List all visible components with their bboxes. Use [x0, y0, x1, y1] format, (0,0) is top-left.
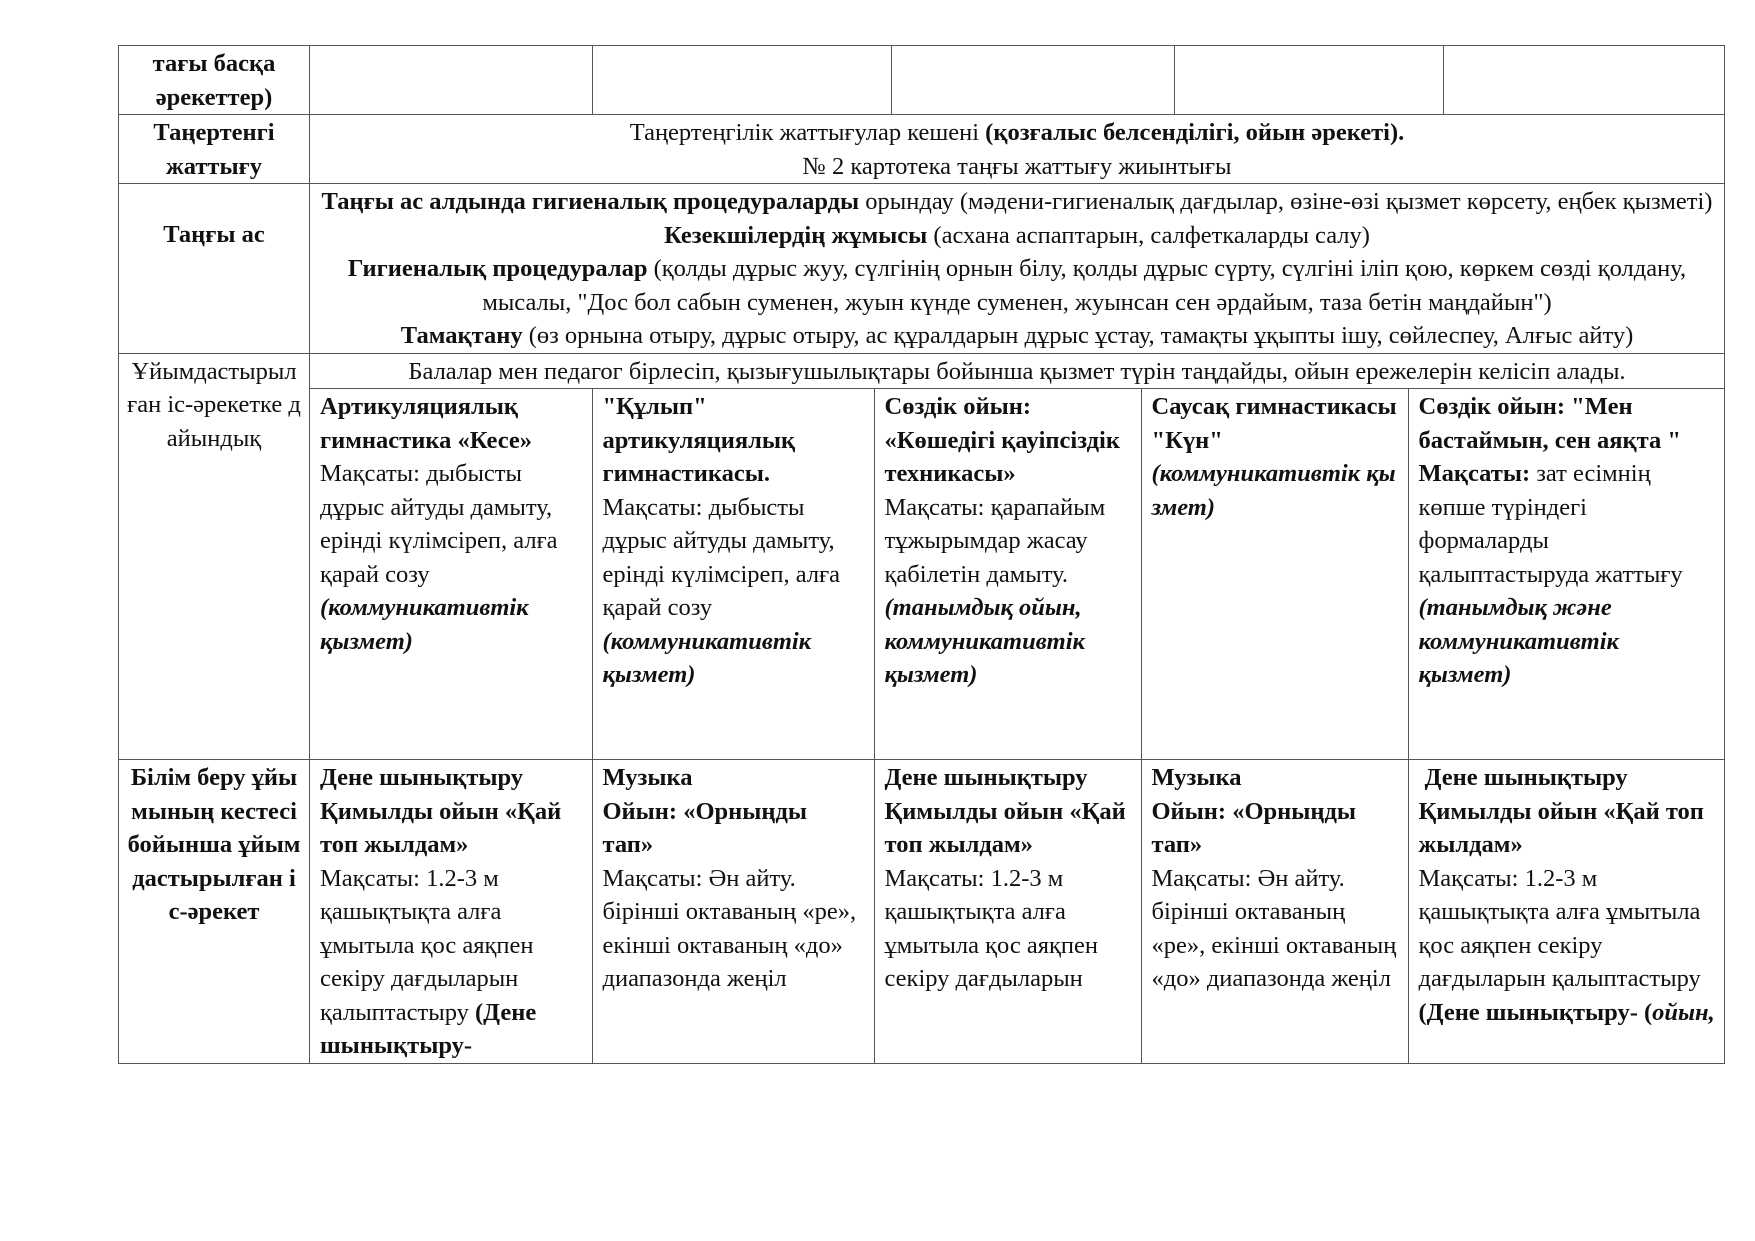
row-preparation	[119, 353, 1725, 760]
row-label-schedule: Білім беру ұйымының кестесі бойынша ұйымдастырылған іс-әрекет	[119, 760, 310, 1064]
schedule-cell-5	[1408, 760, 1725, 1063]
activity-title: Сөздік ойын: "Мен бастаймын, сен аяқта "	[1418, 393, 1681, 454]
preparation-cell-1	[310, 389, 592, 759]
empty-cell	[1444, 46, 1725, 115]
row-label-other-activities: тағы басқа әрекеттер)	[119, 46, 310, 115]
schedule-activities-table	[310, 760, 1725, 1063]
empty-cell	[1175, 46, 1444, 115]
activity-goal: Мақсаты: 1.2-3 м қашықтықта алға ұмытыла қос аяқпен секіру дағдыларын қалыптастыру	[320, 864, 534, 1026]
preparation-cell-5	[1408, 389, 1725, 759]
breakfast-content	[310, 184, 1725, 354]
activity-goal: Мақсаты: Ән айту. бірінші октаваның «ре», екінші октаваның «до» диапазонда жеңіл	[1151, 864, 1397, 992]
activity-type: (танымдық және коммуникативтік қызмет)	[1418, 594, 1619, 688]
activity-goal: Мақсаты: дыбысты дұрыс айтуды дамыту, ерінді күлімсіреп, алға қарай созу	[320, 460, 558, 588]
activity-type: (коммуникативтік қызмет)	[1151, 460, 1396, 521]
breakfast-hygiene-paragraph: Таңғы ас алдында гигиеналық процедураларды орындау (мәдени-гигиеналық дағдылар, өзіне-өзі қызмет көрсету, еңбек қызметі)	[321, 188, 1713, 215]
preparation-content	[310, 353, 1725, 760]
row-morning-exercise	[119, 115, 1725, 184]
schedule-cell-4	[1141, 760, 1408, 1063]
activity-goal: Мақсаты: қарапайым тұжырымдар жасау қабілетін дамыту.	[884, 493, 1106, 588]
game-title: Ойын: «Орныңды тап»	[602, 797, 808, 858]
activity-goal: Мақсаты: зат есімнің көпше түріндегі формаларды қалыптастыруда жаттығу	[1418, 460, 1683, 588]
schedule-document-page	[118, 45, 1724, 1064]
activity-goal: Мақсаты: дыбысты дұрыс айтуды дамыту, ерінді күлімсіреп, алға қарай созу	[602, 493, 841, 621]
activity-goal: Мақсаты: 1.2-3 м қашықтықта алға ұмытыла қос аяқпен секіру дағдыларын	[884, 864, 1099, 992]
game-title: Ойын: «Орныңды тап»	[1151, 797, 1357, 858]
activity-title: Артикуляциялық гимнастика «Кесе»	[320, 393, 532, 454]
activity-title: "Құлып" артикуляциялық гимнастикасы.	[602, 393, 796, 487]
activity-type: (коммуникативтік қызмет)	[320, 594, 529, 655]
subject-title: Музыка	[602, 764, 693, 791]
preparation-cell-4	[1141, 389, 1408, 759]
preparation-activities-table	[310, 389, 1725, 759]
row-label-preparation: Ұйымдастырылған іс-әрекетке дайындық	[119, 353, 310, 760]
empty-cell	[310, 46, 593, 115]
activity-goal: Мақсаты: Ән айту. бірінші октаваның «ре», екінші октаваның «до» диапазонда жеңіл	[602, 864, 857, 992]
activity-type: (Дене шынықтыру-	[320, 998, 537, 1059]
row-breakfast	[119, 184, 1725, 354]
subject-title: Дене шынықтыру	[320, 764, 524, 791]
preparation-cell-2	[592, 389, 874, 759]
schedule-content	[310, 760, 1725, 1064]
schedule-cell-2	[592, 760, 874, 1063]
activity-type: (коммуникативтік қызмет)	[602, 627, 812, 688]
row-label-morning-exercise: Таңертенгі жаттығу	[119, 115, 310, 184]
subject-title: Дене шынықтыру	[1418, 764, 1628, 791]
game-title: Қимылды ойын «Қай топ жылдам»	[884, 797, 1126, 858]
schedule-cell-3	[874, 760, 1141, 1063]
activity-title: Саусақ гимнастикасы "Күн"	[1151, 393, 1397, 454]
preparation-intro: Балалар мен педагог бірлесіп, қызығушылықтары бойынша қызмет түрін таңдайды, ойын ережелерін келісіп алады.	[310, 354, 1724, 390]
game-title: Қимылды ойын «Қай топ жылдам»	[1418, 797, 1704, 858]
preparation-activities-row	[310, 389, 1725, 759]
breakfast-eating-paragraph: Тамақтану (өз орнына отыру, дұрыс отыру, ас құралдарын дұрыс ұстау, тамақты ұқыпты ішу, сөйлеспеу, Алғыс айту)	[400, 322, 1634, 349]
activity-type-italic: ойын,	[1652, 998, 1715, 1026]
subject-title: Дене шынықтыру	[884, 764, 1088, 791]
daily-schedule-table	[118, 45, 1725, 1064]
morning-exercise-line2: № 2 картотека таңғы жаттығу жиынтығы	[802, 152, 1232, 180]
row-other-activities	[119, 46, 1725, 115]
schedule-activities-row	[310, 760, 1725, 1063]
empty-cell	[892, 46, 1175, 115]
activity-type: (танымдық ойын, коммуникативтік қызмет)	[884, 594, 1085, 688]
activity-goal: Мақсаты: 1.2-3 м қашықтықта алға ұмытыла қос аяқпен секіру дағдыларын қалыптастыру	[1418, 864, 1701, 992]
subject-title: Музыка	[1151, 764, 1242, 791]
game-title: Қимылды ойын «Қай топ жылдам»	[320, 797, 562, 858]
schedule-cell-1	[310, 760, 592, 1063]
preparation-cell-3	[874, 389, 1141, 759]
breakfast-procedures-paragraph: Гигиеналық процедуралар (қолды дұрыс жуу, сүлгінің орнын білу, қолды дұрыс сүрту, сүлгіні іліп қою, көркем сөзді қолдану, мысалы, "Дос бол сабын суменен, жуын күнде суменен, жуынсан сен әрдайым, таза бетін маңдайын")	[347, 255, 1687, 316]
row-label-breakfast: Таңғы ас	[119, 184, 310, 354]
activity-title: Сөздік ойын: «Көшедігі қауіпсіздік техникасы»	[884, 393, 1120, 487]
row-schedule	[119, 760, 1725, 1064]
empty-cell	[593, 46, 892, 115]
activity-type: (Дене шынықтыру- (	[1418, 998, 1653, 1026]
morning-exercise-content	[310, 115, 1725, 184]
morning-exercise-line1: Таңертеңгілік жаттығулар кешені (қозғалыс белсенділігі, ойын әрекеті).	[629, 119, 1405, 146]
breakfast-duty-paragraph: Кезекшілердің жұмысы (асхана аспаптарын, салфеткаларды салу)	[664, 221, 1370, 249]
